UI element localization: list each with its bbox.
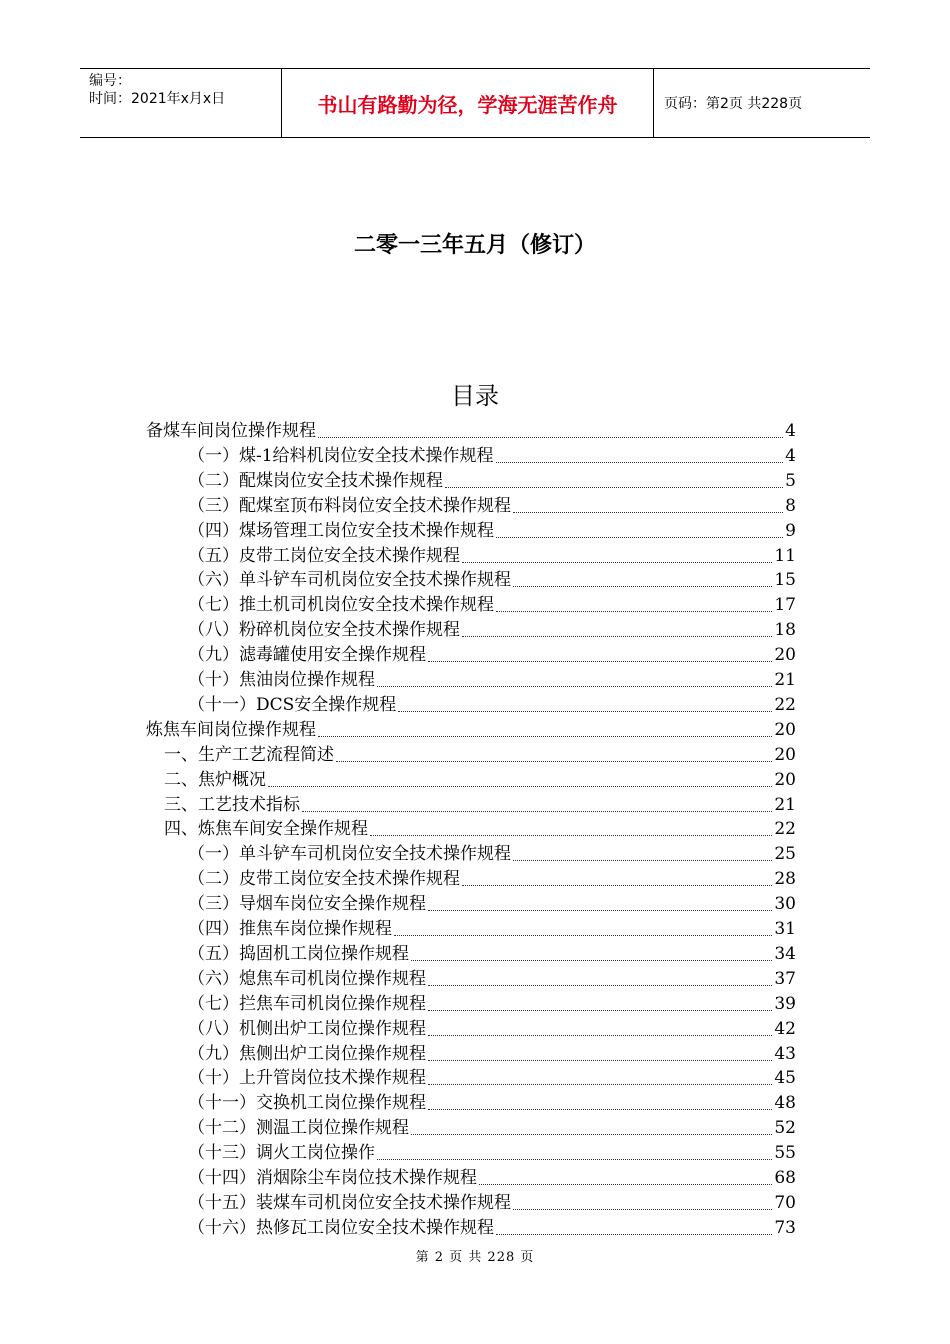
toc-entry[interactable]	[188, 493, 796, 517]
toc-entry[interactable]	[188, 567, 796, 591]
toc-entry-label: （三）配煤室顶布料岗位安全技术操作规程	[188, 495, 511, 516]
toc-entry-label: （八）机侧出炉工岗位操作规程	[188, 1018, 426, 1039]
toc-entry-label: （三）导烟车岗位安全操作规程	[188, 894, 426, 915]
toc-entry[interactable]	[146, 418, 796, 442]
toc-entry-page: 11	[774, 545, 796, 566]
document-header	[80, 68, 870, 138]
toc-entry[interactable]	[188, 1090, 796, 1114]
toc-leader-line	[411, 960, 772, 961]
toc-leader-line	[496, 611, 772, 612]
toc-entry-page: 21	[774, 670, 796, 690]
toc-leader-line	[394, 935, 772, 936]
toc-entry[interactable]	[188, 1165, 796, 1189]
toc-entry[interactable]	[188, 1065, 796, 1089]
toc-entry-page: 8	[785, 495, 796, 516]
toc-entry-label: （二）配煤岗位安全技术操作规程	[188, 470, 443, 491]
toc-entry[interactable]	[188, 941, 796, 965]
toc-entry[interactable]	[188, 916, 796, 940]
toc-entry[interactable]	[164, 792, 796, 816]
toc-entry[interactable]	[188, 991, 796, 1015]
toc-entry[interactable]	[188, 543, 796, 567]
toc-leader-line	[428, 1035, 772, 1036]
toc-entry[interactable]	[164, 767, 796, 791]
toc-leader-line	[428, 661, 772, 662]
toc-entry[interactable]	[188, 642, 796, 666]
header-motto: 书山有路勤为径，学海无涯苦作舟	[282, 69, 654, 137]
toc-entry-label: （八）粉碎机岗位安全技术操作规程	[188, 620, 460, 641]
toc-leader-line	[398, 711, 772, 712]
toc-entry[interactable]	[164, 816, 796, 840]
toc-entry-page: 73	[774, 1217, 796, 1238]
toc-entry-page: 39	[774, 993, 796, 1014]
toc-leader-line	[462, 636, 772, 637]
toc-entry-page: 9	[785, 520, 796, 541]
toc-entry-label: （十）焦油岗位操作规程	[188, 670, 375, 690]
toc-entry[interactable]	[188, 1041, 796, 1065]
toc-entry-label: （十五）装煤车司机岗位安全技术操作规程	[188, 1192, 511, 1213]
toc-leader-line	[513, 860, 772, 861]
toc-entry[interactable]	[188, 617, 796, 641]
toc-leader-line	[377, 1159, 772, 1160]
toc-leader-line	[428, 1109, 772, 1110]
toc-entry-page: 45	[774, 1068, 796, 1089]
toc-entry-label: 四、炼焦车间安全操作规程	[164, 819, 368, 840]
toc-leader-line	[370, 835, 772, 836]
toc-entry[interactable]	[188, 692, 796, 716]
toc-entry-label: （四）煤场管理工岗位安全技术操作规程	[188, 520, 494, 541]
toc-entry-page: 20	[774, 719, 796, 740]
toc-entry-page: 34	[774, 943, 796, 964]
toc-entry[interactable]	[188, 866, 796, 890]
toc-entry-page: 20	[774, 769, 796, 790]
toc-entry-page: 70	[774, 1192, 796, 1213]
toc-entry-page: 20	[774, 744, 796, 765]
toc-entry-page: 43	[774, 1043, 796, 1064]
toc-entry-label: （一）煤-1给料机岗位安全技术操作规程	[188, 445, 494, 466]
toc-leader-line	[513, 512, 783, 513]
toc-entry-label: （十二）测温工岗位操作规程	[188, 1118, 409, 1139]
toc-entry[interactable]	[188, 1140, 796, 1164]
toc-entry[interactable]	[146, 717, 796, 741]
page-footer: 第 2 页 共 228 页	[415, 1250, 535, 1265]
toc-leader-line	[302, 811, 772, 812]
toc-entry[interactable]	[188, 1016, 796, 1040]
toc-entry-page: 5	[785, 470, 796, 491]
toc-entry-page: 21	[774, 794, 796, 815]
toc-entry-label: （十一）交换机工岗位操作规程	[188, 1093, 426, 1114]
toc-leader-line	[479, 1184, 772, 1185]
toc-entry-label: 三、工艺技术指标	[164, 794, 300, 815]
header-meta	[80, 69, 282, 137]
toc-title: 目录	[451, 382, 499, 410]
toc-leader-line	[428, 1060, 772, 1061]
toc-entry-label: （五）皮带工岗位安全技术操作规程	[188, 545, 460, 566]
toc-entry-label: （二）皮带工岗位安全技术操作规程	[188, 869, 460, 890]
toc-entry-label: （九）焦侧出炉工岗位操作规程	[188, 1043, 426, 1064]
document-date-title: 二零一三年五月（修订）	[353, 233, 596, 258]
toc-leader-line	[428, 985, 772, 986]
toc-entry-label: （四）推焦车岗位操作规程	[188, 919, 392, 939]
toc-entry-page: 4	[785, 445, 796, 466]
toc-entry-page: 55	[774, 1143, 796, 1164]
toc-entry-label: （六）熄焦车司机岗位操作规程	[188, 968, 426, 989]
toc-leader-line	[318, 736, 772, 737]
toc-leader-line	[428, 910, 772, 911]
toc-entry-label: （七）推土机司机岗位安全技术操作规程	[188, 595, 494, 616]
toc-leader-line	[462, 885, 772, 886]
toc-entry[interactable]	[188, 443, 796, 467]
toc-entry[interactable]	[188, 1115, 796, 1139]
toc-entry-page: 22	[774, 819, 796, 840]
toc-entry[interactable]	[188, 468, 796, 492]
toc-leader-line	[513, 1209, 772, 1210]
toc-leader-line	[513, 586, 772, 587]
toc-entry[interactable]	[188, 841, 796, 865]
toc-entry-page: 52	[774, 1118, 796, 1139]
toc-entry-page: 20	[774, 645, 796, 666]
toc-entry-label: （五）捣固机工岗位操作规程	[188, 943, 409, 964]
number-label: 编号：	[89, 73, 131, 89]
toc-leader-line	[445, 487, 783, 488]
time-label: 时间：2021年x月x日	[89, 91, 226, 107]
toc-entry-label: （十）上升管岗位技术操作规程	[188, 1068, 426, 1089]
toc-entry-page: 42	[774, 1018, 796, 1039]
toc-leader-line	[428, 1010, 772, 1011]
toc-entry[interactable]	[188, 1215, 796, 1239]
toc-entry-page: 48	[774, 1093, 796, 1114]
toc-entry-label: （一）单斗铲车司机岗位安全技术操作规程	[188, 844, 511, 865]
toc-entry-label: （十六）热修瓦工岗位安全技术操作规程	[188, 1217, 494, 1238]
toc-entry-page: 15	[774, 570, 796, 591]
toc-entry[interactable]	[188, 518, 796, 542]
toc-entry-page: 4	[785, 421, 796, 441]
toc-entry[interactable]	[188, 891, 796, 915]
toc-entry-page: 22	[774, 694, 796, 715]
toc-entry-label: 二、焦炉概况	[164, 769, 266, 790]
toc-entry[interactable]	[188, 966, 796, 990]
toc-entry-label: （十三）调火工岗位操作	[188, 1143, 375, 1164]
toc-entry-label: （十四）消烟除尘车岗位技术操作规程	[188, 1168, 477, 1188]
toc-entry-page: 68	[774, 1168, 796, 1188]
toc-entry-page: 18	[774, 620, 796, 641]
toc-leader-line	[496, 1234, 772, 1235]
toc-entry-label: 炼焦车间岗位操作规程	[146, 719, 316, 740]
toc-entry-label: （七）拦焦车司机岗位操作规程	[188, 993, 426, 1014]
header-page-info: 页码：第2页 共228页	[664, 96, 803, 112]
toc-entry-page: 17	[774, 595, 796, 616]
toc-entry-page: 37	[774, 968, 796, 989]
toc-entry[interactable]	[164, 742, 796, 766]
toc-entry-label: 备煤车间岗位操作规程	[146, 421, 316, 441]
toc-leader-line	[462, 562, 772, 563]
toc-entry-page: 31	[774, 919, 796, 939]
toc-entry-page: 28	[774, 869, 796, 890]
toc-entry[interactable]	[188, 667, 796, 691]
toc-leader-line	[428, 1084, 772, 1085]
toc-entry-label: （九）滤毒罐使用安全操作规程	[188, 645, 426, 666]
toc-leader-line	[411, 1134, 772, 1135]
toc-entry-label: 一、生产工艺流程简述	[164, 744, 334, 765]
toc-entry-label: （十一）DCS安全操作规程	[188, 694, 397, 715]
toc-leader-line	[496, 537, 783, 538]
toc-entry-page: 30	[774, 894, 796, 915]
toc-leader-line	[268, 786, 772, 787]
toc-leader-line	[377, 686, 772, 687]
toc-leader-line	[336, 761, 772, 762]
toc-entry[interactable]	[188, 1190, 796, 1214]
toc-entry[interactable]	[188, 592, 796, 616]
toc-leader-line	[318, 437, 783, 438]
toc-leader-line	[496, 462, 784, 463]
toc-entry-label: （六）单斗铲车司机岗位安全技术操作规程	[188, 570, 511, 591]
toc-entry-page: 25	[774, 844, 796, 865]
